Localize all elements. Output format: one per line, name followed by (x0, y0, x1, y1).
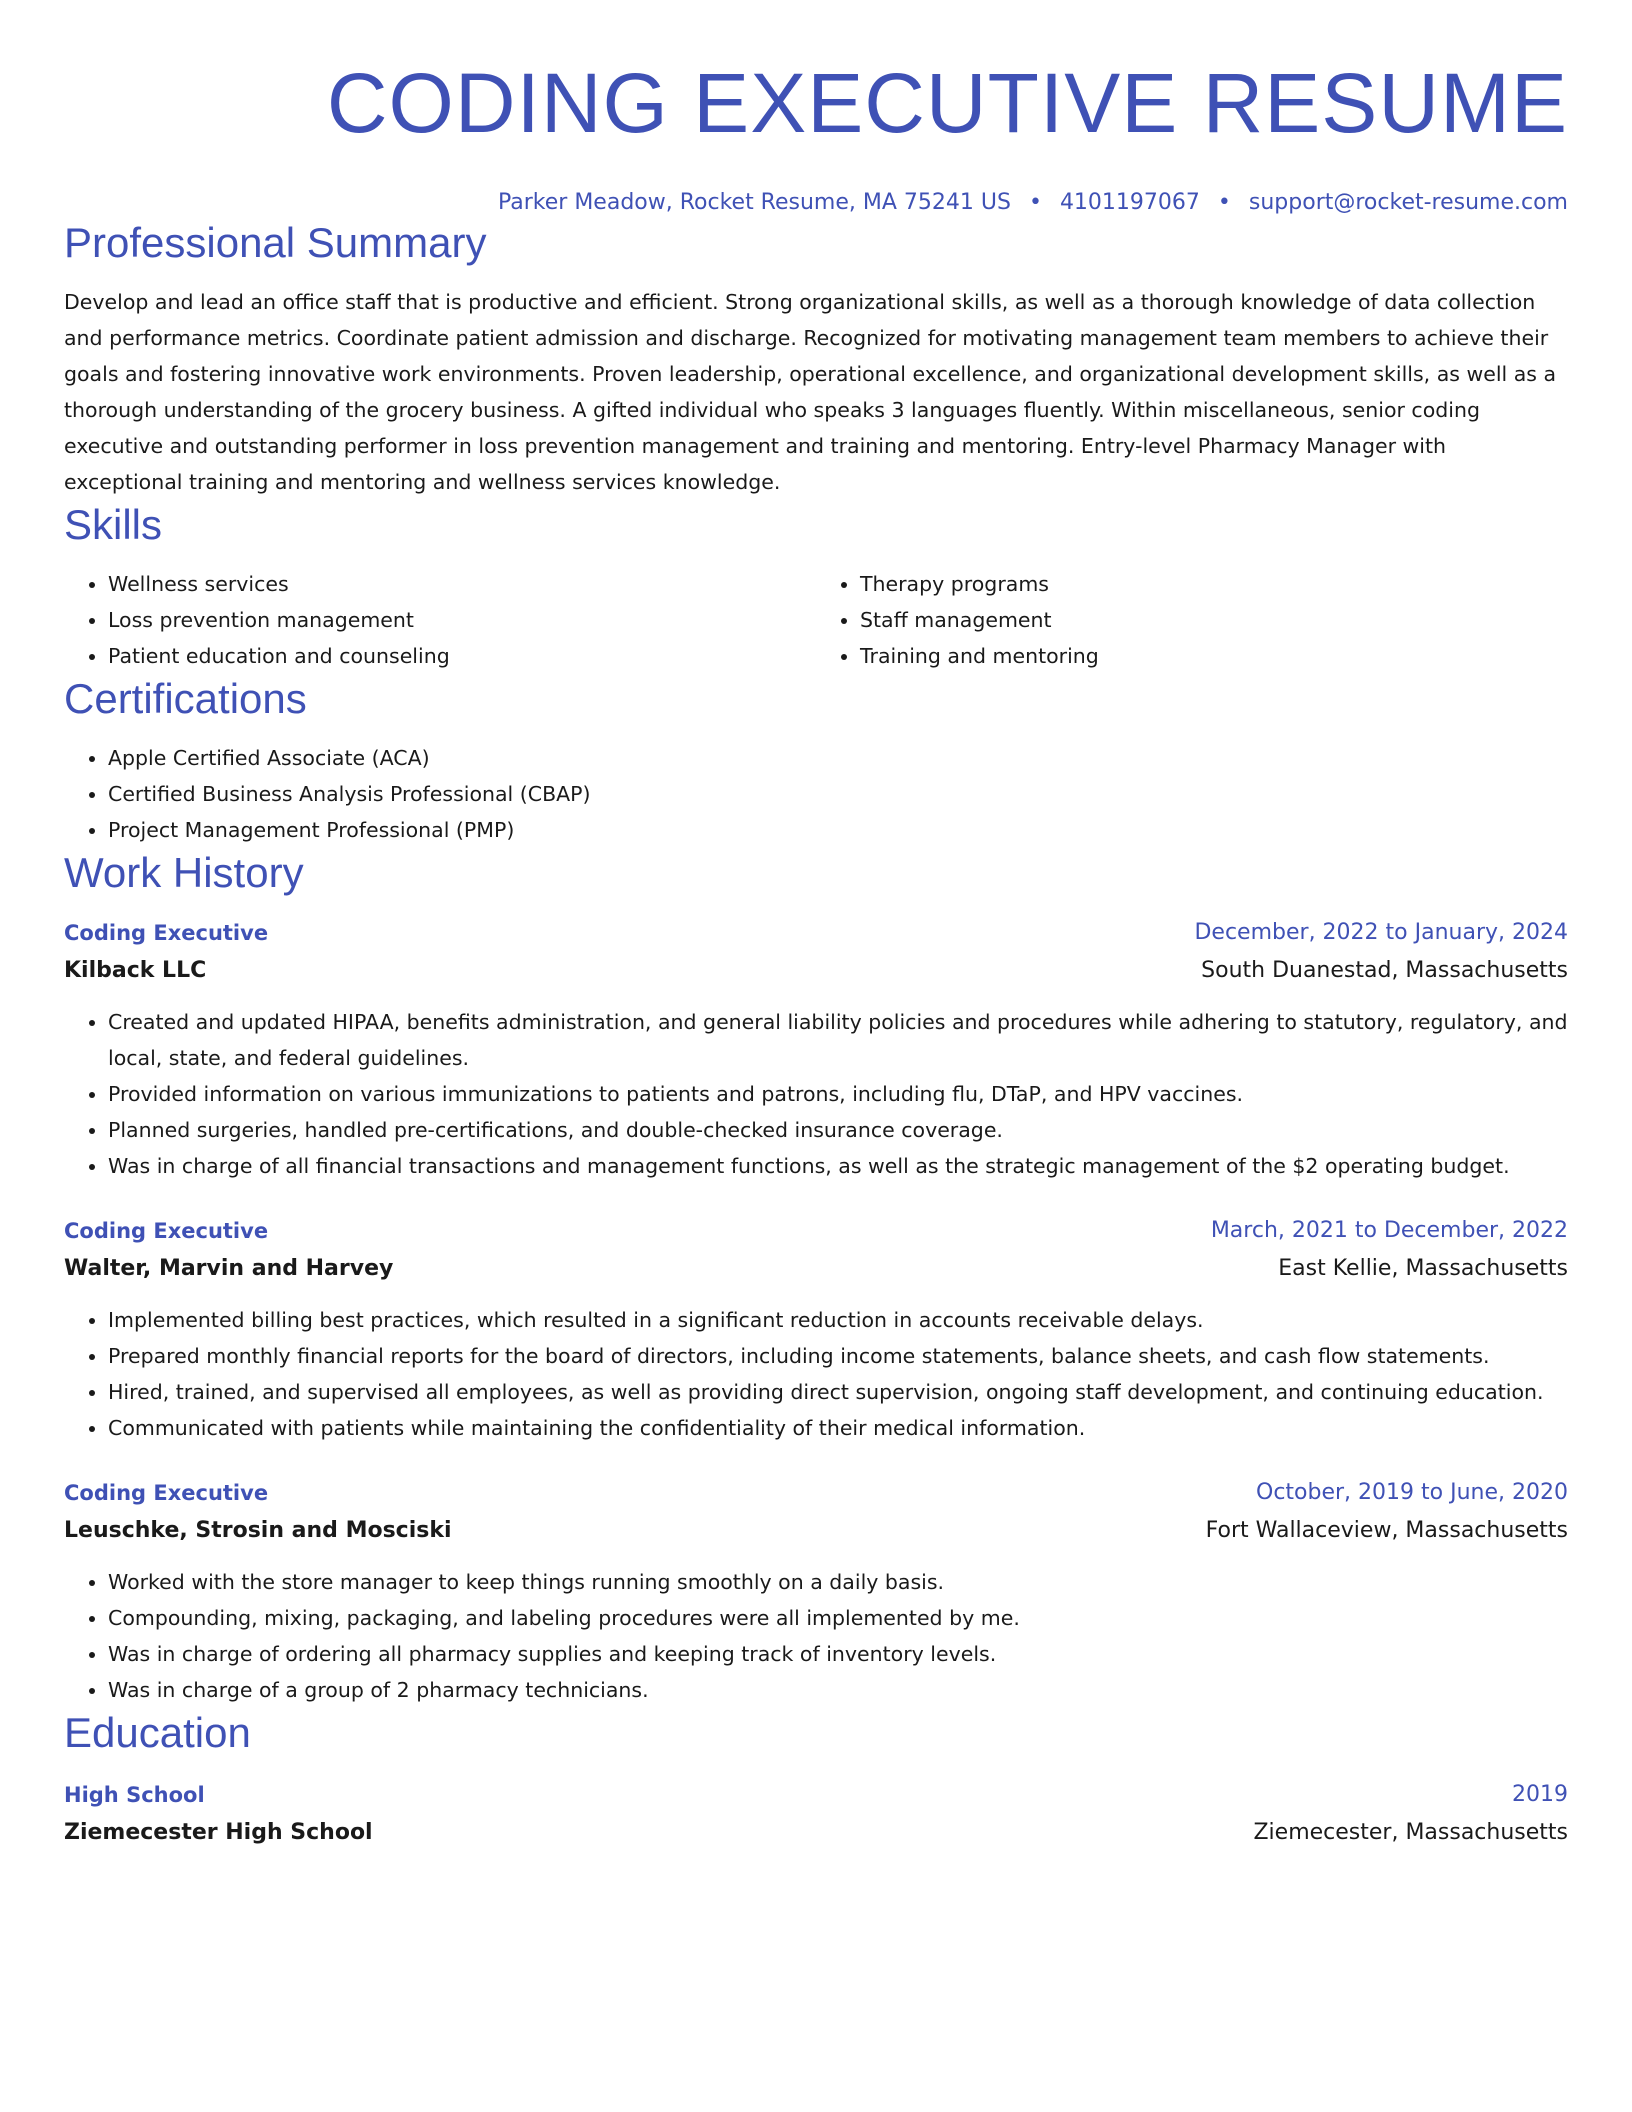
job-bullets (64, 1004, 1568, 1184)
skills-list (64, 566, 1568, 674)
education-school: Ziemecester High School (64, 1820, 373, 1845)
job-role: Coding Executive (64, 921, 269, 945)
job-bullet: • Compounding, mixing, packaging, and labeling procedures were all implemented by me. (108, 1600, 1568, 1636)
job-company: Walter, Marvin and Harvey (64, 1256, 394, 1281)
job-dates: October, 2019 to June, 2020 (1256, 1480, 1568, 1505)
job-bullet: • Planned surgeries, handled pre-certifications, and double-checked insurance coverage. (108, 1112, 1568, 1148)
job-bullet: • Was in charge of ordering all pharmacy supplies and keeping track of inventory levels. (108, 1636, 1568, 1672)
job-role: Coding Executive (64, 1219, 269, 1243)
job-bullet: • Implemented billing best practices, which resulted in a significant reduction in accounts receivable delays. (108, 1302, 1568, 1338)
job-location: Fort Wallaceview, Massachusetts (1205, 1518, 1568, 1543)
contact-phone[interactable]: 4101197067 (1059, 190, 1200, 215)
skills-heading: Skills (64, 501, 163, 548)
summary-heading: Professional Summary (64, 219, 487, 266)
job-role: Coding Executive (64, 1481, 269, 1505)
certification-item: • Apple Certified Associate (ACA) (108, 740, 1568, 776)
job-bullets (64, 1302, 1568, 1446)
job-bullets (64, 1564, 1568, 1708)
education-location: Ziemecester, Massachusetts (1253, 1820, 1568, 1845)
contact-separator: • (1217, 190, 1231, 215)
certification-item: • Project Management Professional (PMP) (108, 812, 1568, 848)
skill-item: • Training and mentoring (860, 638, 1568, 674)
skill-item: • Therapy programs (860, 566, 1568, 602)
education-year: 2019 (1512, 1782, 1568, 1807)
certification-item: • Certified Business Analysis Professional (CBAP) (108, 776, 1568, 812)
work-history-heading: Work History (64, 849, 304, 896)
job-bullet: • Provided information on various immunizations to patients and patrons, including flu, DTaP, and HPV vaccines. (108, 1076, 1568, 1112)
job-company: Leuschke, Strosin and Mosciski (64, 1518, 452, 1543)
job-bullet: • Worked with the store manager to keep things running smoothly on a daily basis. (108, 1564, 1568, 1600)
certifications-list (64, 740, 1568, 848)
contact-line (64, 188, 1568, 218)
job-bullet: • Created and updated HIPAA, benefits administration, and general liability policies and procedures while adhering to statutory, regulatory, and local, state, and federal guidelines. (108, 1004, 1568, 1076)
contact-address: Parker Meadow, Rocket Resume, MA 75241 US (497, 190, 1011, 215)
skill-item: • Patient education and counseling (108, 638, 816, 674)
job-location: East Kellie, Massachusetts (1278, 1256, 1568, 1281)
education-heading: Education (64, 1709, 251, 1756)
skills-column-right (816, 566, 1568, 674)
job-company: Kilback LLC (64, 958, 207, 983)
job-bullet: • Hired, trained, and supervised all employees, as well as providing direct supervision, ongoing staff development, and continuing education. (108, 1374, 1568, 1410)
job-entry (64, 1474, 1568, 1708)
contact-email[interactable]: support@rocket-resume.com (1248, 190, 1568, 215)
skill-item: • Staff management (860, 602, 1568, 638)
job-bullet: • Was in charge of a group of 2 pharmacy technicians. (108, 1672, 1568, 1708)
job-bullet: • Communicated with patients while maintaining the confidentiality of their medical information. (108, 1410, 1568, 1446)
skill-item: • Wellness services (108, 566, 816, 602)
job-entry (64, 1212, 1568, 1446)
skill-item: • Loss prevention management (108, 602, 816, 638)
education-degree: High School (64, 1783, 205, 1807)
job-dates: December, 2022 to January, 2024 (1194, 920, 1568, 945)
job-location: South Duanestad, Massachusetts (1201, 958, 1568, 983)
certifications-heading: Certifications (64, 675, 307, 722)
education-entry (64, 1776, 1568, 1852)
job-entry (64, 914, 1568, 1184)
job-dates: March, 2021 to December, 2022 (1210, 1218, 1568, 1243)
job-bullet: • Was in charge of all financial transactions and management functions, as well as the strategic management of the $2 operating budget. (108, 1148, 1568, 1184)
contact-separator: • (1028, 190, 1042, 215)
skills-column-left (64, 566, 816, 674)
resume-title: CODING EXECUTIVE RESUME (326, 56, 1568, 150)
job-bullet: • Prepared monthly financial reports for the board of directors, including income statements, balance sheets, and cash flow statements. (108, 1338, 1568, 1374)
summary-text: Develop and lead an office staff that is productive and efficient. Strong organizational skills, as well as a thorough knowledge of data collection and performance metrics. Coordinate patient admission and discharge. Recognized for motivating management team members to achieve their goals and fostering innovative work environments. Proven leadership, operational excellence, and organizational development skills, as well as a thorough understanding of the grocery business. A gifted individual who speaks 3 languages fluently. Within miscellaneous, senior coding executive and outstanding performer in loss prevention management and training and mentoring. Entry-level Pharmacy Manager with exceptional training and mentoring and wellness services knowledge. (64, 290, 1557, 494)
